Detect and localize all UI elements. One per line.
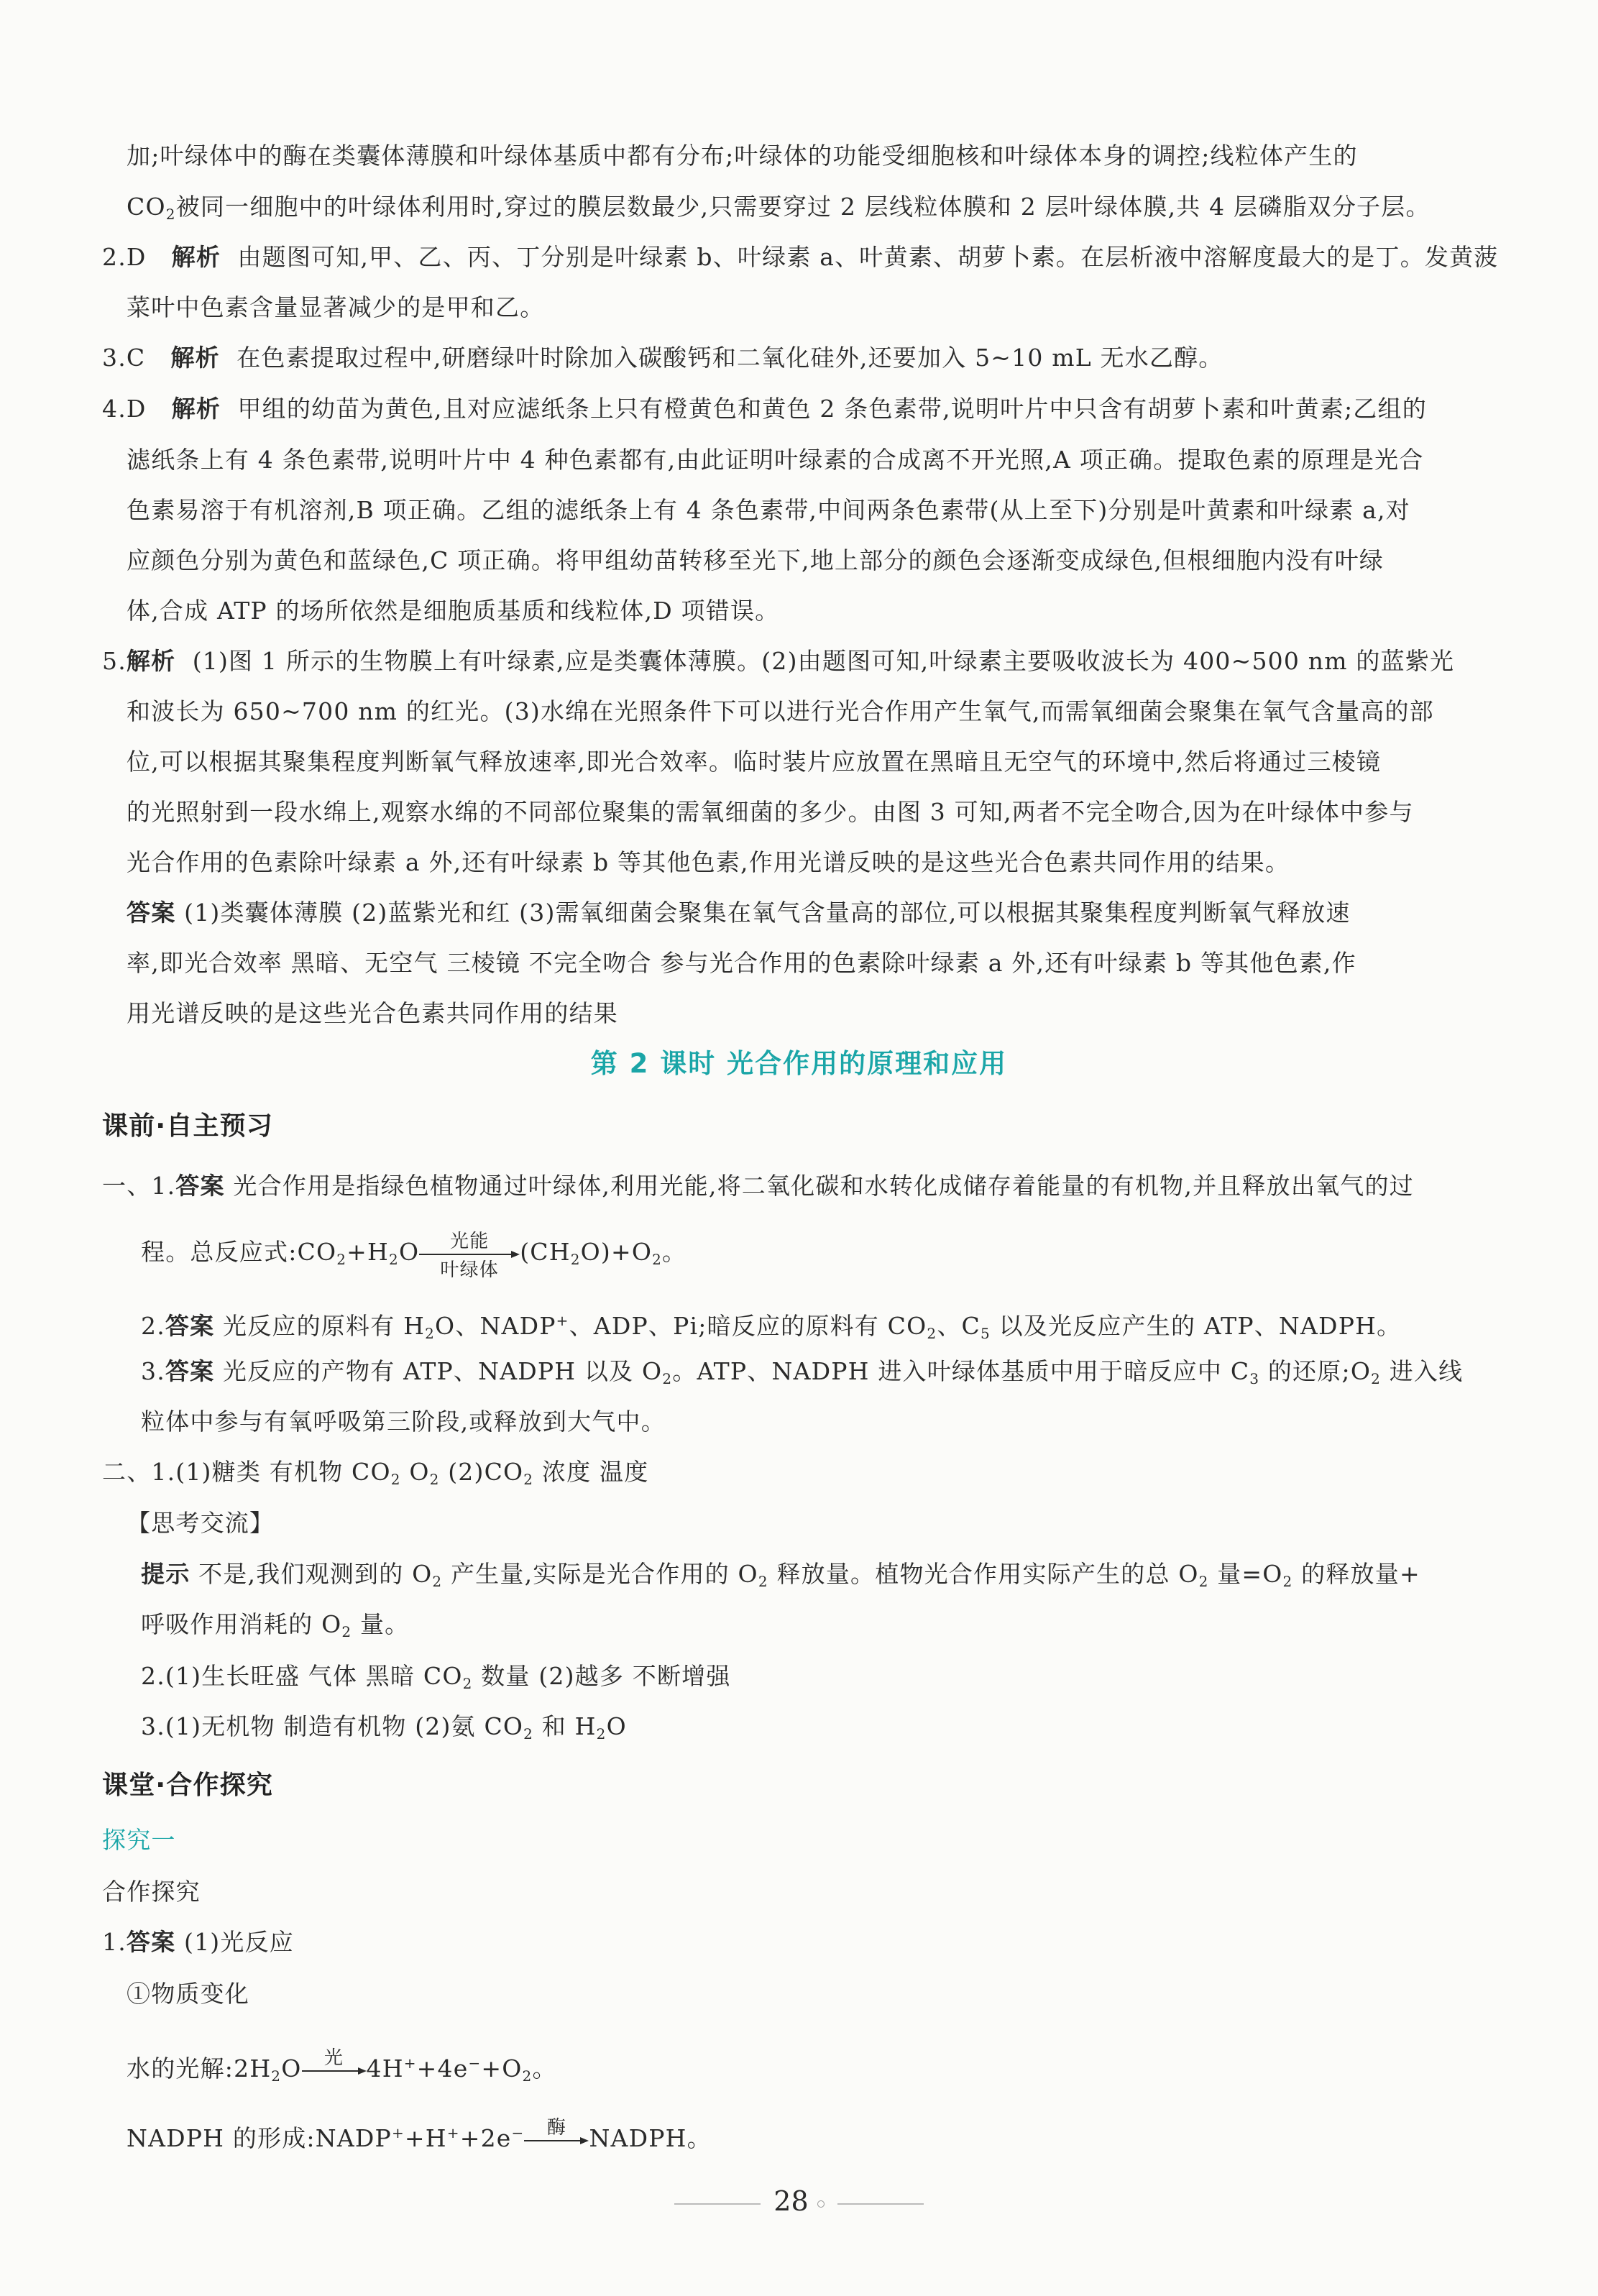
text-line: 应颜色分别为黄色和蓝绿色,C 项正确。将甲组幼苗转移至光下,地上部分的颜色会逐渐变成绿色,但根细胞内没有叶绿 — [127, 546, 1385, 574]
water-photolysis-equation: 水的光解$:2H_2O$ 光 $4H^++4e^-+O_2$。 — [127, 2047, 557, 2085]
answer-1-1: 一、1.答案 光合作用是指绿色植物通过叶绿体,利用光能,将二氧化碳和水转化成储存着能量的有机物,并且释放出氧气的过 — [102, 1172, 1414, 1200]
hint: 提示 不是,我们观测到的 $O_2$ 产生量,实际是光合作用的 $O_2$ 释放量。植物光合作用实际产生的总 $O_2$ 量$=O_2$ 的释放量+ — [141, 1560, 1420, 1590]
text-line: 滤纸条上有 4 条色素带,说明叶片中 4 种色素都有,由此证明叶绿素的合成离不开光照,A 项正确。提取色素的原理是光合 — [127, 446, 1424, 474]
section-heading: 课堂·合作探究 — [102, 1771, 274, 1800]
text-line: ①物质变化 — [127, 1980, 249, 2008]
text-line: 和波长为 650~700 nm 的红光。(3)水绵在光照条件下可以进行光合作用产生氧气,而需氧细菌会聚集在氧气含量高的部 — [127, 697, 1434, 725]
text-line: 位,可以根据其聚集程度判断氧气释放速率,即光合效率。临时装片应放置在黑暗且无空气的环境中,然后将通过三棱镜 — [127, 748, 1382, 776]
text-line: 粒体中参与有氧呼吸第三阶段,或释放到大气中。 — [141, 1408, 666, 1436]
text-line: 加;叶绿体中的酶在类囊体薄膜和叶绿体基质中都有分布;叶绿体的功能受细胞核和叶绿体本身的调控;线粒体产生的 — [127, 142, 1358, 170]
question-2: 2.D 解析 由题图可知,甲、乙、丙、丁分别是叶绿素 b、叶绿素 a、叶黄素、胡萝卜素。在层析液中溶解度最大的是丁。发黄菠 — [102, 243, 1499, 271]
reaction-arrow: 酶 — [524, 2124, 589, 2156]
text-line: 的光照射到一段水绵上,观察水绵的不同部位聚集的需氧细菌的多少。由图 3 可知,两者不完全吻合,因为在叶绿体中参与 — [127, 798, 1414, 826]
text-line: 菜叶中色素含量显著减少的是甲和乙。 — [127, 293, 545, 321]
text-line: 体,合成 ATP 的场所依然是细胞质基质和线粒体,D 项错误。 — [127, 597, 780, 625]
think-exchange-heading: 【思考交流】 — [127, 1509, 275, 1537]
explore-heading: 探究一 — [102, 1826, 176, 1854]
lesson-title: 第 2 课时 光合作用的原理和应用 — [590, 1048, 1008, 1079]
reaction-arrow: 光能 叶绿体 — [419, 1238, 520, 1269]
answer-1-3: 3.答案 光反应的产物有 ATP、NADPH 以及 $O_2$。ATP、NADPH 进入叶绿体基质中用于暗反应中 $C_3$ 的还原$;O_2$ 进入线 — [141, 1357, 1464, 1387]
question-3: 3.C 解析 在色素提取过程中,研磨绿叶时除加入碳酸钙和二氧化硅外,还要加入 5~10 mL 无水乙醇。 — [102, 344, 1223, 372]
answer-1-2: 2.答案 光反应的原料有 $H_2O$、NADP+、ADP、Pi;暗反应的原料有 $CO_2$、$C_5$ 以及光反应产生的 ATP、NADPH。 — [141, 1312, 1402, 1342]
question-4: 4.D 解析 甲组的幼苗为黄色,且对应滤纸条上只有橙黄色和黄色 2 条色素带,说明叶片中只含有胡萝卜素和叶黄素;乙组的 — [102, 395, 1427, 423]
coop-heading: 合作探究 — [102, 1878, 201, 1906]
answer-2-3: 3.(1)无机物 制造有机物 (2)氨 $CO_2$ 和 $H_2O$ — [141, 1712, 627, 1742]
text-line: 率,即光合效率 黑暗、无空气 三棱镜 不完全吻合 参与光合作用的色素除叶绿素 a 外,还有叶绿素 b 等其他色素,作 — [127, 949, 1356, 977]
section-heading: 课前·自主预习 — [102, 1111, 274, 1141]
text-line: 呼吸作用消耗的 $O_2$ 量。 — [141, 1610, 410, 1640]
text-line: $CO_2$被同一细胞中的叶绿体利用时,穿过的膜层数最少,只需要穿过 2 层线粒体膜和 2 层叶绿体膜,共 4 层磷脂双分子层。 — [127, 193, 1431, 223]
page-number: 28 — [0, 2185, 1598, 2217]
text-line: 用光谱反映的是这些光合色素共同作用的结果 — [127, 999, 618, 1027]
answer-2-1: 二、1.(1)糖类 有机物 $CO_2$ $O_2$ $(2)CO_2$ 浓度 温度 — [102, 1458, 649, 1488]
text-line: 色素易溶于有机溶剂,B 项正确。乙组的滤纸条上有 4 条色素带,中间两条色素带(从上至下)分别是叶黄素和叶绿素 a,对 — [127, 496, 1410, 524]
reaction-arrow: 光 — [302, 2054, 367, 2086]
explore-answer-1: 1.答案 (1)光反应 — [102, 1928, 294, 1956]
answer-2-2: 2.(1)生长旺盛 气体 黑暗 $CO_2$ 数量 (2)越多 不断增强 — [141, 1662, 731, 1692]
text-line: 光合作用的色素除叶绿素 a 外,还有叶绿素 b 等其他色素,作用光谱反映的是这些光合色素共同作用的结果。 — [127, 848, 1290, 876]
reaction-equation: 程。总反应式$:CO_2+H_2O$ 光能 叶绿体 $(CH_2O)+O_2$。 — [141, 1231, 687, 1281]
question-5: 5.解析 (1)图 1 所示的生物膜上有叶绿素,应是类囊体薄膜。(2)由题图可知,叶绿素主要吸收波长为 400~500 nm 的蓝紫光 — [102, 647, 1455, 675]
answer-5: 答案 (1)类囊体薄膜 (2)蓝紫光和红 (3)需氧细菌会聚集在氧气含量高的部位,可以根据其聚集程度判断氧气释放速 — [127, 899, 1351, 927]
nadph-equation: NADPH 的形成:NADP++H++2e− 酶 NADPH。 — [127, 2117, 712, 2156]
